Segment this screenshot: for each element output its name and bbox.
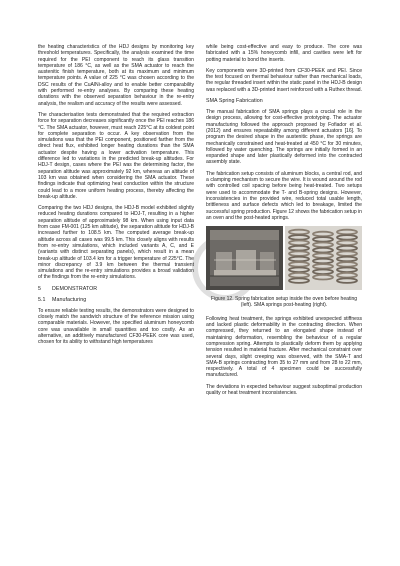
left-column bbox=[38, 44, 194, 401]
paragraph: Comparing the two HDJ designs, the HDJ-B model exhibited slightly reduced heating durations compared to HDJ-T, resulting in a higher separation altitude of approximately 98 km. When using input data from case FM-001 (125 km altitude), the separation altitude for HDJ-B increased further to 108.5 km. The computed average break-up altitude across all cases was 99.5 km. This closely aligns with results from re-entry simulations, which included variants A, C, and E (variants with distinct separating panels), which result in a mean break-up altitude of 103.4 km for a trigger temperature of 225°C. The minor discrepancy of 3.9 km between the thermal transient simulations and the re-entry simulations provides a broad validation of the findings from the re-entry simulations. bbox=[38, 205, 194, 281]
subsection-heading-sma-spring-fabrication: SMA Spring Fabrication bbox=[206, 98, 263, 105]
subsection-number: 5.1 bbox=[38, 296, 46, 303]
two-column-body bbox=[38, 44, 362, 401]
post-heated-springs-photo bbox=[285, 226, 362, 290]
paragraph: The characterisation tests demonstrated that the required extraction force for separation decreases significantly once the PEI reaches 186 °C. The SMA actuator, however, must reach 225°C at its coldest point for complete separation to occur. A key observation from the simulations was that the PEI component, positioned farther from the direct heat flux, exhibited longer heating durations than the SMA actuator despite having a lower activation temperature. This difference led to variations in the predicted break-up altitudes. For HDJ-T design, cases where the PEI was the determining factor, the separation altitude was approximately 92 km, whereas an altitude of 103 km was obtained when considering the SMA actuator. These findings indicate that optimizing heat conduction within the structure could lead to a more uniform heating process, thereby affecting the break-up altitude. bbox=[38, 111, 194, 200]
paragraph: The fabrication setup consists of aluminum blocks, a central rod, and a clamping mechanism to secure the wire. It is wound around the rod with controlled coil spacing before being heat-treated. Two setups were used to accommodate the T- and B-spring designs. However, inconsistencies in the provided wire, reduced total usable length, brittleness and surface defects which led to breakage, limited the successful spring production. Figure 12 shows the fabrication setup in an oven and the post-heated springs. bbox=[206, 170, 362, 221]
paragraph: The deviations in expected behaviour suggest suboptimal production quality or heat treatment inconsistencies. bbox=[206, 383, 362, 396]
oven-setup-photo bbox=[206, 226, 283, 290]
paragraph: The manual fabrication of SMA springs plays a crucial role in the design process, allowing for cost-effective prototyping. The actuator manufacturing followed the approach proposed by Fofiador et al. (2012) and ensures repeatability among different actuators [16]. To program the desired shape in the austenitic phase, the springs are mechanically constrained and heat-treated at 450 °C for 30 minutes, followed by water quenching. The springs are initially formed in an expanded shape and later plastically deformed into the contracted assembly state. bbox=[206, 109, 362, 166]
figure-12 bbox=[206, 226, 362, 290]
section-heading-demonstrator bbox=[38, 286, 194, 292]
paragraph: the heating characteristics of the HDJ designs by monitoring key threshold temperatures. Specifically, the analysis examined the time required for the PEI component to reach its glass transition temperature of 186 °C, as well as the SMA actuator to reach the austenitic finish temperature, both at its maximum and minimum temperature points. A value of 225 °C was chosen according to the DSC results of the CuAlNi-alloy and to enable better comparability with performed re-entry analyses. By comparing these heating durations with the observed separation behaviour in the re-entry analysis, the realism and accuracy of the results were assessed. bbox=[38, 44, 194, 107]
right-column bbox=[206, 44, 362, 401]
figure-caption: Figure 12. Spring fabrication setup inside the oven before heating (left). SMA springs post-heating (right). bbox=[210, 296, 358, 309]
paragraph: Following heat treatment, the springs exhibited unexpected stiffness and lacked plastic deformability in the contracting direction. When compressed, they returned to an elongated shape instead of maintaining deformation, resembling the behaviour of a regular compression spring. Attempts to plastically deform them by applying tension resulted in material fracture. After mechanical constraint over several days, slight creeping was observed, with the SMA-T and SMA-B springs contracting from 35 to 27 mm and from 28 to 22 mm, respectively. A total of 4 specimen could be successfully manufactured. bbox=[206, 315, 362, 379]
paragraph: Key components were 3D-printed from CF30-PEEK and PEI. Since the test focused on thermal behaviour rather than mechanical loads, the regular threaded insert within the static panel in the HDJ-B design was replaced with a 3D-printed insert reinforced with a Ruthex thread. bbox=[206, 67, 362, 93]
subsection-title: Manufacturing bbox=[52, 296, 87, 303]
subsection-heading-manufacturing bbox=[38, 297, 194, 303]
paragraph: To ensure reliable testing results, the demonstrators were designed to closely match the sandwich structure of the reference mission using comparable materials. However, the specified aluminum honeycomb core was unavailable in small quantities and too costly. As an alternative, an additively manufactured CF30-PEEK core was used, chosen for its ability to withstand high temperatures bbox=[38, 307, 194, 346]
paragraph: while being cost-effective and easy to produce. The core was fabricated with a 15% honeycomb infill, and cavities were left for potting material to bond the inserts. bbox=[206, 44, 362, 63]
section-title: DEMONSTRATOR bbox=[52, 285, 98, 292]
section-number: 5 bbox=[38, 285, 41, 292]
